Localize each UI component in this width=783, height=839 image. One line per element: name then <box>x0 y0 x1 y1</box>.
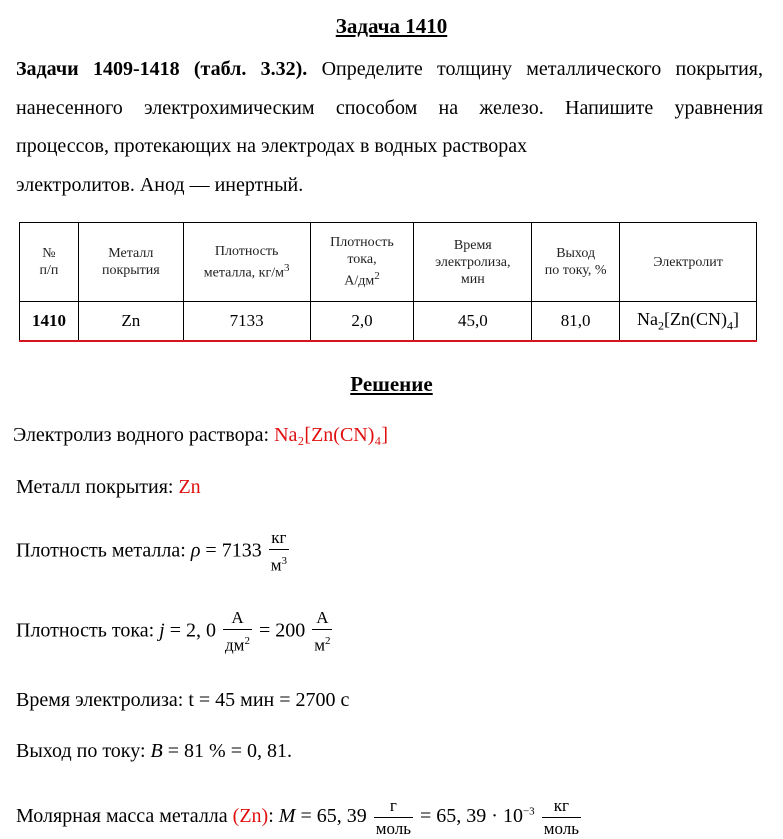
yield-line: Выход по току: B = 81 % = 0, 81. <box>16 740 292 762</box>
task-lead: Задачи 1409-1418 (табл. 3.32). <box>16 58 308 80</box>
metal-value: Zn <box>178 476 201 498</box>
cell-metal: Zn <box>78 302 183 342</box>
electrolysis-line: Электролиз водного раствора: Na₂[Zn(CN)₄] <box>13 424 389 446</box>
density-unit: $\frac{кг}{м^3}$ <box>270 528 287 575</box>
cell-current-density: 2,0 <box>310 302 414 342</box>
header-density: Плотность металла, $кг/м^3$ <box>183 223 310 302</box>
metal-line: Металл покрытия: Zn <box>16 476 201 498</box>
molar-mass-line: Молярная масса металла (Zn): M = 65, 39 $\frac{г}{\text{моль}}$ = 65, $39 \cdot 10^{-3}$ $\frac{кг}{\text{моль}}$ <box>16 796 579 838</box>
cell-time: 45,0 <box>414 302 532 342</box>
time-line: Время электролиза: t = 45 мин = 2700 с <box>16 689 350 711</box>
current-unit-dm: $\frac{А}{дм^2}$ <box>225 608 250 655</box>
cell-density: 7133 <box>183 302 310 342</box>
table-row <box>20 302 757 342</box>
molar-unit-kg: $\frac{кг}{\text{моль}}$ <box>543 796 579 838</box>
cell-electrolyte: $Na_2[Zn(CN)_4]$ <box>620 302 757 342</box>
header-yield: Выход по току, % <box>532 223 620 302</box>
page-title: Задача 1410 <box>335 14 448 38</box>
current-density-line: Плотность тока: j = 2, 0 $\frac{А}{дм^2}$ = 200 $\frac{А}{м^2}$ <box>16 608 331 655</box>
cell-yield: 81,0 <box>532 302 620 342</box>
solution-title: Решение <box>350 372 433 396</box>
table-header-row <box>20 223 757 302</box>
header-number: № п/п <box>20 223 79 302</box>
density-line: Плотность металла: ρ = 7133 $\frac{кг}{м^3}$ <box>16 528 287 575</box>
current-unit-m: $\frac{А}{м^2}$ <box>314 608 331 655</box>
header-metal: Металл покрытия <box>78 223 183 302</box>
task-text: Определите толщину металлического покрытия, нанесенного электрохимическим способом на железо. Напишите уравнения процессов, протекающих на электродах в водных растворах <box>16 58 763 158</box>
header-electrolyte: Электролит <box>620 223 757 302</box>
header-time: Время электролиза, мин <box>414 223 532 302</box>
header-current-density: Плотность тока, $А/дм^2$ <box>310 223 414 302</box>
electrolyte-formula: Na₂[Zn(CN)₄] <box>274 424 389 446</box>
task-text-last-line: электролитов. Анод — инертный. <box>16 173 304 196</box>
problem-data-table <box>19 222 757 342</box>
cell-number: 1410 <box>20 302 79 342</box>
task-statement <box>16 50 763 204</box>
molar-unit-g: $\frac{г}{\text{моль}}$ <box>375 796 412 838</box>
